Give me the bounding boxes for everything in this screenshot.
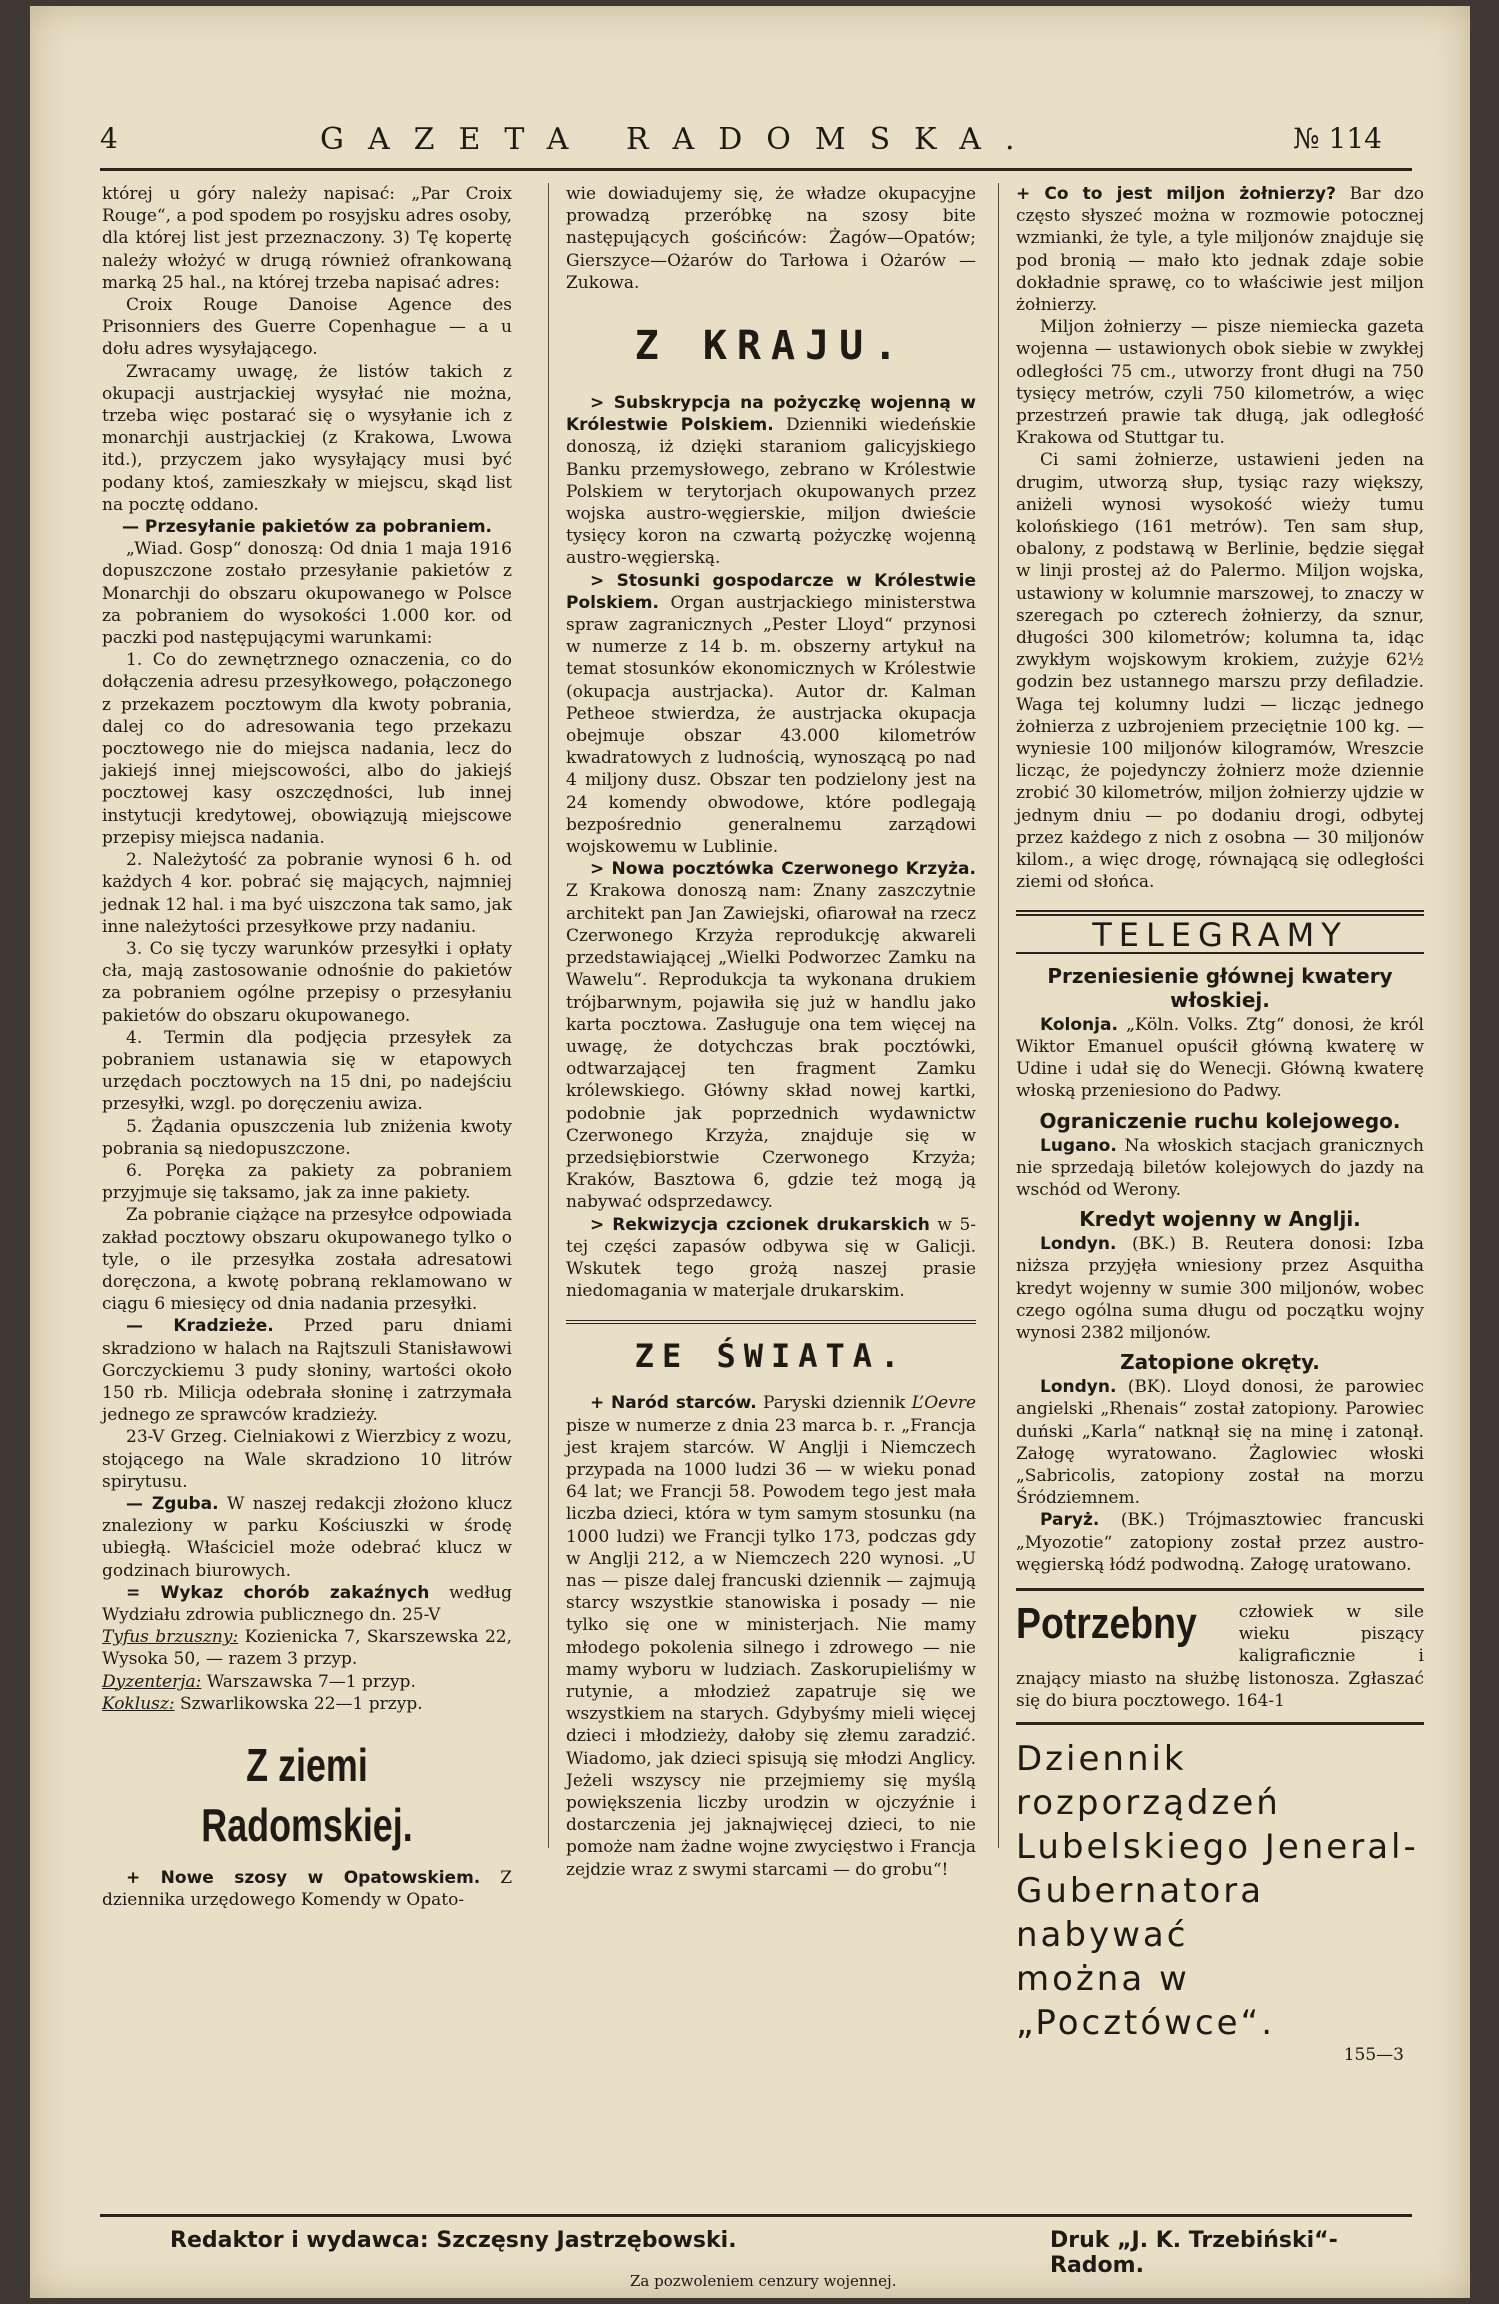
item-heading: > Rekwizycja czcionek drukarskich (590, 1214, 930, 1235)
column-separator (548, 183, 549, 1848)
column-2 (566, 183, 976, 1881)
item-text: Paryski dziennik (763, 1393, 906, 1414)
disease-label: Dyzenterja: (102, 1671, 202, 1692)
paragraph (102, 1693, 512, 1715)
paragraph: 2. Należytość za pobranie wynosi 6 h. od każdych 4 kor. pobrać się mających, najmniej jednak 12 hal. i ma być uiszczona tak samo, jak inne należytości przesyłkowe przy nadaniu. (102, 850, 512, 937)
paragraph: wie dowiadujemy się, że władze okupacyjne prowadzą przeróbkę na szosy bite następujących gościńców: Żagów—Opatów; Gierszyce—Ożarów do Tarłowa i Ożarów —Zukowa. (566, 184, 976, 293)
telegram-text: (BK). Lloyd donosi, że parowiec angielski „Rhenais“ został zatopiony. Parowiec duński „Karla“ natknął się na minę i zatonął. Załogę wyratowano. Żaglowiec włoski „Sabricolis, zatopiony został na morzu Śródziemnem. (1016, 1377, 1425, 1509)
paragraph: Zwracamy uwagę, że listów takich z okupacji austrjackiej wysyłać nie można, trzeba więc postarać się o wysyłanie ich z monarchji austrjackiej (z Krakowa, Lwowa itd.), przyczem jako wysyłający musi być podany ktoś, zamieszkały w miejscu, skąd list na pocztę oddano. (102, 361, 512, 515)
item-text: Organ austrjackiego ministerstwa spraw zagranicznych „Pester Lloyd“ przynosi w numerze z 14 b. m. obszerny artykuł na temat stosunków ekonomicznych w Królestwie (okupacja austrjacka). Autor dr. Kalman Petheoe stwierdza, że austrjacka okupacja obejmuje obszar 43.000 kilometrów kwadratowych z ludnością, wynoszącą po nad 4 miljony dusz. Obszar ten podzielony jest na 24 komendy obwodowe, które podlegają bezpośrednio generalnemu zarządowi wojskowemu w Lublinie. (566, 592, 977, 858)
paragraph (1016, 1509, 1424, 1576)
item-heading: — Kradzieże. (126, 1316, 274, 1337)
telegram-text: (BK.) B. Reutera donosi: Izba niższa przyjęła wniesiony przez Asquitha kredyt wojenny w sumie 300 miljonów, wobec czego ogólna suma długu od początku wojny wynosi 2382 miljonów. (1016, 1234, 1424, 1343)
ad-reference: 164-1 (1235, 1690, 1285, 1711)
header-rule (100, 168, 1412, 171)
page-footer (100, 2228, 1412, 2278)
item-text: Dzienniki wiedeńskie donoszą, iż dzięki staraniom galicyjskiego Banku przemysłowego, zebrano w Królestwie Polskiem w terytorjach okupowanych przez wojska austro-węgierskie, miljon dwieście tysięcy koron na czwartą pożyczkę wojenną austro-węgierską. (566, 415, 976, 569)
disease-text: Kozienicka 7, Skarszewska 22, Wysoka 50, — razem 3 przyp. (102, 1627, 512, 1670)
item-heading: — Zguba. (126, 1493, 219, 1514)
masthead-title: GAZETA RADOMSKA. (320, 122, 1039, 157)
telegram-headline: Kredyt wojenny w Anglji. (1079, 1207, 1361, 1232)
paragraph (102, 1315, 512, 1426)
issue-number: № 114 (1293, 122, 1382, 155)
section-title-z-ziemi: Z ziemi Radomskiej. (201, 1739, 413, 1852)
disease-label: Tyfus brzuszny: (102, 1627, 239, 1648)
ad-line: można w „Pocztówce“. (1016, 1958, 1276, 2043)
item-heading: + Naród starców. (590, 1393, 757, 1414)
ad-line: Lubelskiego Jeneral- (1016, 1826, 1419, 1867)
paragraph (102, 1582, 512, 1626)
paragraph: 5. Żądania opuszczenia lub zniżenia kwoty pobrania są niedopuszczone. (102, 1116, 512, 1159)
paragraph (566, 392, 976, 570)
paragraph: 1. Co do zewnętrznego oznaczenia, co do dołączenia adresu przesyłkowego, połączonego z przekazem pocztowym dla kwoty pobrania, dalej co do adresowania tego przekazu pocztowego nie do miejsca nadania, lecz do jakiejś innej miejscowości, albo do jakiejś pocztowej kasy oszczędności, lub innej instytucji kredytowej, obowiązują miejscowe przepisy miejsca nadania. (102, 650, 512, 848)
item-text: według Wydziału zdrowia publicznego dn. 25-V (102, 1582, 512, 1625)
item-heading: + Nowe szosy w Opatowskiem. (126, 1868, 481, 1889)
newspaper-name: L’Oevre (911, 1393, 977, 1414)
section-heading: — Przesyłanie pakietów za pobraniem. (121, 517, 493, 538)
paragraph (102, 1867, 512, 1911)
gazette-advertisement (1016, 1722, 1424, 2065)
dateline: Paryż. (1040, 1510, 1100, 1531)
censorship-note: Za pozwoleniem cenzury wojennej. (630, 2272, 897, 2290)
paragraph: Za pobranie ciążące na przesyłce odpowiada zakład pocztowy obszaru okupowanego tylko o tyle, o ile przesyłka została adresatowi doręczona, a kwotę pobraną reklamowano w ciągu 6 miesięcy od dnia nadania przesyłki. (102, 1205, 512, 1315)
ad-text: człowiek w sile wieku piszący kaligraficznie i znający miasto na służbę listonosza. Zgłaszać się do biura pocztowego. (1016, 1601, 1424, 1711)
section-title-ze-swiata: ZE ŚWIATA. (566, 1320, 976, 1376)
telegram-text: „Köln. Volks. Ztg“ donosi, że król Wiktor Emanuel opuścił główną kwaterę w Udine i udał się do Wenecji. Główną kwaterę włoską przeniesiono do Padwy. (1016, 1014, 1424, 1102)
paragraph: 4. Termin dla podjęcia przesyłek za pobraniem ustanawia się w etapowych urzędach pocztowych na 15 dni, po nadejściu przesyłki, wzgl. po doręczeniu awiza. (102, 1027, 512, 1115)
editor-credit: Redaktor i wydawca: Szczęsny Jastrzębowski. (170, 2228, 737, 2253)
paragraph: 23-V Grzeg. Cielniakowi z Wierzbicy z wozu, stojącego na Wale skradziono 10 litrów spirytusu. (102, 1427, 512, 1492)
ad-line: Gubernatora nabywać (1016, 1870, 1265, 1955)
dateline: Lugano. (1040, 1135, 1117, 1156)
paragraph (102, 1626, 512, 1670)
paragraph (566, 858, 976, 1213)
job-advertisement (1016, 1588, 1424, 1712)
item-text: pisze w numerze z dnia 23 marca b. r. „Francja jest krajem starców. W Anglji i Niemczech przypada na 1000 ludzi 36 — w wieku ponad 64 lat; we Francji 58. Powodem tego jest mała liczba dzieci, która w tym samym stosunku (na 1000 ludzi) we Francji tylko 173, podczas gdy w Anglji 212, a w Niemczech 220 wynosi. „U nas — pisze dalej francuski dziennik — zajmują starcy wszystkie stanowiska i posady — nie tylko się one w ministerjach. Nie mamy młodego pokolenia silnego i zdrowego — nie mamy wyboru w ludziach. Zaskorupieliśmy w rutynie, a młodzież zapatruje się we wszystkiem na starych. Gdybyśmy mieli więcej dzieci i młodzieży, dałoby się złemu zaradzić. Wiadomo, jak dzieci spisują się młodzi Anglicy. Jeżeli wszyscy nie przejmiemy się myślą powiększenia liczby urodzin w ojczyźnie i dostarczenia jej jaknajwięcej dzieci, to nie pomoże nam żadne wojne zwycięstwo i Francja zejdzie wraz z swymi starcami — do grobu“! (566, 1415, 976, 1880)
section-title-z-kraju: Z KRAJU. (634, 323, 908, 370)
column-3 (1016, 183, 1424, 2065)
item-text: Z Krakowa donoszą nam: Znany zaszczytnie architekt pan Jan Zawiejski, ofiarował na rzecz Czerwonego Krzyża reprodukcję akwareli przedstawiającej „Wielki Podworzec Zamku na Wawelu“. Reprodukcja ta wykonana drukiem trójbarwnym, pojawiła się już w handlu jako karta pocztowa. Zasługuje ona tem więcej na uwagę, że dotychczas brak pocztówki, odtwarzającej ten fragment Zamku królewskiego. Główny skład nowej kartki, podobnie jak poprzednich wydawnictw Czerwonego Krzyża, znajduje się w przedsiębiorstwie Czerwonego Krzyża; Kraków, Basztowa 6, gdzie też mogą ją nabywać odsprzedawcy. (566, 881, 976, 1213)
column-separator (998, 183, 999, 1848)
paragraph: 6. Poręka za pakiety za pobraniem przyjmuje się taksamo, jak za inne pakiety. (102, 1160, 512, 1204)
paragraph (1016, 183, 1424, 316)
paragraph (1016, 1376, 1424, 1509)
ad-line: Dziennik rozporządzeń (1016, 1738, 1281, 1823)
paragraph: 3. Co się tyczy warunków przesyłki i opłaty cła, mają zastosowanie odnośnie do pakietów za pobraniem ogólne przepisy o przesyłaniu pakietów do obszaru okupowanego. (102, 938, 512, 1026)
ad-headline: Potrzebny (1016, 1598, 1197, 1648)
disease-text: Szwarlikowska 22—1 przyp. (179, 1693, 423, 1714)
paragraph (1016, 1014, 1424, 1103)
item-text: Z dziennika urzędowego Komendy w Opato- (102, 1868, 512, 1911)
paragraph (1016, 1233, 1424, 1344)
telegram-headline: Przeniesienie głównej kwatery włoskiej. (1047, 963, 1393, 1012)
paragraph: Miljon żołnierzy — pisze niemiecka gazeta wojenna — ustawionych obok siebie w zwykłej odległości 75 cm., utworzy front długi na 750 tysięcy metrów, czyli 750 kilometrów, a więc przestrzeń prawie tak długą, jak odległość Krakowa od Stuttgar tu. (1016, 317, 1424, 449)
item-heading: > Subskrypcja na pożyczkę wojenną w Królestwie Polskiem. (566, 393, 976, 436)
dateline: Londyn. (1040, 1234, 1117, 1255)
page-header (100, 118, 1400, 158)
paragraph (1016, 1135, 1424, 1202)
disease-label: Koklusz: (102, 1693, 175, 1714)
item-heading: > Stosunki gospodarcze w Królestwie Polskiem. (566, 570, 976, 613)
footer-rule (100, 2214, 1412, 2217)
paragraph (566, 1214, 976, 1303)
disease-text: Warszawska 7—1 przyp. (206, 1671, 416, 1692)
dateline: Londyn. (1040, 1377, 1117, 1398)
paragraph: Ci sami żołnierze, ustawieni jeden na drugim, utworzą słup, tysiąc razy większy, aniżeli wynosi wysokość wieży tumu kolońskiego (161 metrów). Ten sam słup, obalony, z podstawą w Berlinie, będzie sięgał w linji prostej aż do Palermo. Miljon wojska, ustawiony w kolumnie marszowej, to znaczy w szeregach po czterech żołnierzy, da sznur, długości 300 kilometrów; kolumna ta, idąc zwykłym wojskowym krokiem, zużyje 62½ godzin bez ustannego marszu przy defiladzie. Waga tej kolumny ludzi — licząc jednego żołnierza z uzbrojeniem przeciętnie 100 kg. — wyniesie 100 miljonów kilogramów, Wreszcie licząc, że pojedynczy żołnierz może dziennie zrobić 30 kilometrów, miljon żołnierzy ujdzie w jednym dniu — po dodaniu drogi, odbytej przez każdego z nich z osobna — 30 miljonów kilom., a więc drogę, równającą się odległości ziemi od słońca. (1016, 450, 1424, 893)
printer-credit: Druk „J. K. Trzebiński“-Radom. (1050, 2228, 1338, 2278)
ad-reference: 155—3 (1343, 2044, 1404, 2065)
telegram-headline: Zatopione okręty. (1120, 1350, 1320, 1375)
item-text: W naszej redakcji złożono klucz znaleziony w parku Kościuszki w środę ubiegłą. Właściciel może odebrać klucz w godzinach biurowych. (102, 1493, 512, 1581)
paragraph (566, 570, 976, 859)
paragraph: której u góry należy napisać: „Par Croix Rouge“, a pod spodem po rosyjsku adres osoby, dla której list jest przeznaczony. 3) Tę kopertę należy włożyć w drugą również ofrankowaną marką 25 hal., na której trzeba napisać adres: (102, 184, 512, 293)
paragraph: „Wiad. Gosp“ donoszą: Od dnia 1 maja 1916 dopuszczone zostało przesyłanie pakietów z Monarchji do obszaru okupowanego w Polsce za pobraniem do wysokości 1.000 kor. od paczki pod następującymi warunkami: (102, 539, 512, 649)
section-title-telegramy: TELEGRAMY (1016, 910, 1424, 954)
item-heading: + Co to jest miljon żołnierzy? (1016, 184, 1336, 204)
item-heading: > Nowa pocztówka Czerwonego Krzyża. (590, 859, 976, 880)
item-text: w 5-tej części zapasów odbywa się w Galicji. Wskutek tego grożą naszej prasie niedomagania w materjale drukarskim. (566, 1214, 977, 1302)
paragraph: Croix Rouge Danoise Agence des Prisonniers des Guerre Copenhague — a u dołu adres wysyłającego. (102, 295, 512, 360)
item-text: Przed paru dniami skradziono w halach na Rajtszuli Stanisławowi Gorczyckiemu 3 pudy słoniny, wartości około 150 rb. Milicja odebrała słoninę i zatrzymała jednego ze sprawców kradzieży. (102, 1316, 513, 1426)
paragraph (102, 1671, 512, 1693)
item-text: Bar dzo często słyszeć można w rozmowie potocznej wzmianki, że tyle, a tyle miljonów znajduje się pod bronią — mało kto jednak zdaje sobie dokładnie sprawę, co to właściwie jest miljon żołnierzy. (1016, 184, 1424, 316)
item-heading: = Wykaz chorób zakaźnych (126, 1582, 430, 1603)
telegram-headline: Ograniczenie ruchu kolejowego. (1039, 1108, 1401, 1133)
dateline: Kolonja. (1040, 1014, 1118, 1035)
page-number: 4 (100, 122, 118, 155)
column-1 (102, 183, 512, 1911)
paragraph (566, 1392, 976, 1880)
telegram-text: (BK.) Trójmasztowiec francuski „Myozotie“ zatopiony został przez austro-węgierską łódź podwodną. Załogę uratowano. (1016, 1510, 1424, 1575)
telegram-text: Na włoskich stacjach granicznych nie sprzedają biletów kolejowych do jazdy na wschód od Werony. (1016, 1135, 1424, 1200)
paragraph (102, 1493, 512, 1582)
